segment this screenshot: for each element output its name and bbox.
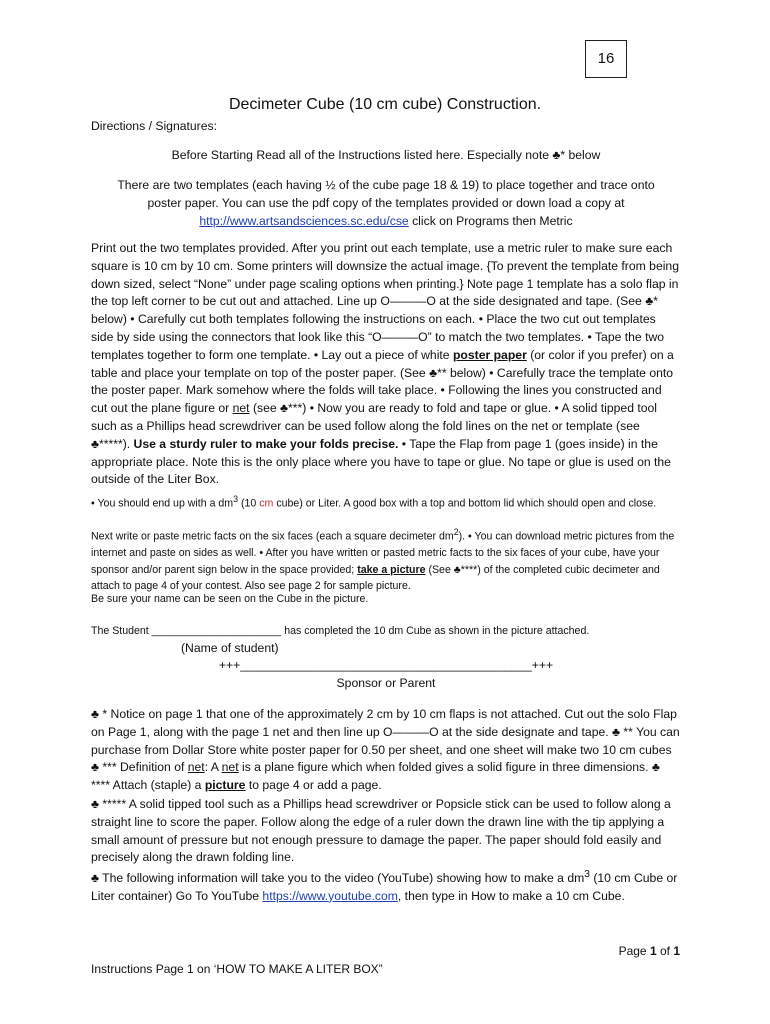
before-starting-note: Before Starting Read all of the Instructions listed here. Especially note ♣* below <box>171 148 601 162</box>
cube-result-note <box>91 491 681 512</box>
footnote-1-text-d: to page 4 or add a page. <box>245 778 382 793</box>
page-of-total: 1 <box>673 944 680 958</box>
footnote-3-text-b: (10 cm Cube or Liter container) Go To YouTube <box>91 871 678 903</box>
cube-result-text-c: cube) or Liter. A good box with a top and bottom lid which should open and close. <box>273 497 657 510</box>
templates-line-1: There are two templates (each having ½ of the cube page 18 & 19) to place together and trace onto <box>117 178 655 192</box>
picture-term: picture <box>204 778 246 793</box>
page-number-box: 16 <box>585 40 627 78</box>
templates-line-2: poster paper. You can use the pdf copy of the templates provided or down load a copy at <box>147 195 625 210</box>
net-term-2: net <box>221 760 239 775</box>
poster-paper-term: poster paper <box>452 347 527 362</box>
page-of-num: 1 <box>649 944 657 958</box>
cube-result-text-a: • You should end up with a dm <box>91 497 234 510</box>
metric-facts-text-c: (See ♣****) of the completed cubic decimeter and attach to page 4 of your contest. Also see page 2 for sample picture. <box>91 563 660 593</box>
footnote-1-text-b: : A <box>204 760 222 775</box>
name-of-student-label: (Name of student) <box>181 641 279 655</box>
main-text-3: (see ♣***) • Now you are ready to fold and tape or glue. • A solid tipped tool such as a Phillips head screwdriver can be used follow along the fold lines on the net or template (see ♣*****). <box>91 401 658 451</box>
directions-label: Directions / Signatures: <box>91 119 217 133</box>
footnote-1 <box>91 706 681 795</box>
take-picture-term: take a picture <box>357 563 426 576</box>
footnote-3-text-c: , then type in How to make a 10 cm Cube. <box>397 888 625 903</box>
main-instructions <box>91 240 681 489</box>
metric-facts-note <box>91 524 681 595</box>
net-term-1: net <box>187 760 205 775</box>
page-of-pre: Page <box>618 944 650 958</box>
templates-line-3 <box>91 213 681 231</box>
document-title: Decimeter Cube (10 cm cube) Construction. <box>228 96 542 113</box>
sponsor-label: Sponsor or Parent <box>336 676 436 690</box>
templates-after-link: click on Programs then Metric <box>408 213 573 228</box>
net-term: net <box>232 401 250 416</box>
footnote-2: ♣ ***** A solid tipped tool such as a Phillips head screwdriver or Popsicle stick can be used to follow along a straight line to score the paper. Follow along the edge of a ruler down the drawn line with the tip applying a small amount of pressure but not enough pressure to damage the paper. The paper should fold easily and precisely along the drawn folding line. <box>91 797 671 865</box>
name-visible-note: Be sure your name can be seen on the Cube in the picture. <box>91 593 369 605</box>
sponsor-signature-line: +++___________________________________________+++ <box>218 658 554 672</box>
page-of-indicator <box>619 944 680 958</box>
main-text-2: (or color if you prefer) on a table and place your template on top of the poster paper. (See ♣** below) • Carefully trace the template onto the poster paper. Mark somehow where the folds will take place. • Following the lines you constructed and cut out the plane figure or <box>91 347 674 416</box>
cube-result-text-b: (10 <box>238 497 260 510</box>
youtube-link[interactable]: https://www.youtube.com <box>262 888 398 903</box>
metric-facts-sup: 2 <box>453 527 459 537</box>
page-of-mid: of <box>656 944 674 958</box>
footnote-3-text-a: ♣ The following information will take you to the video (YouTube) showing how to make a dm <box>91 871 585 886</box>
main-text-4: • Tape the Flap from page 1 (goes inside) in the appropriate place. Note this is the only place where you have to tape or glue. No tape or glue is used on the outside of the Liter Box. <box>91 436 671 487</box>
student-signature-line: The Student ______________________ has completed the 10 dm Cube as shown in the picture attached. <box>91 625 590 637</box>
cube-result-sup: 3 <box>233 494 239 504</box>
metric-facts-text-b: ). • You can download metric pictures from the internet and paste on sides as well. • After you have written or pasted metric facts to the six faces of your cube, have your sponsor and/or parent sign below in the space provided; <box>91 530 675 576</box>
footnote-1-text-a: ♣ * Notice on page 1 that one of the approximately 2 cm by 10 cm flaps is not attached. Cut out the solo Flap on Page 1, along with the page 1 net and then line up O———O at the side designate and tape. ♣ ** You can purchase from Dollar Store white poster paper for 0.50 per sheet, and one sheet will make two 10 cm cubes ♣ *** Definition of <box>91 707 680 775</box>
ruler-emphasis: Use a sturdy ruler to make your folds precise. <box>133 436 399 451</box>
cm-red-text: cm <box>259 497 274 510</box>
footnote-3 <box>91 866 681 906</box>
footnote-1-text-c: is a plane figure which when folded gives a solid figure in three dimensions. ♣ **** Attach (staple) a <box>91 760 660 793</box>
footnote-3-sup: 3 <box>584 869 590 880</box>
cse-link[interactable]: http://www.artsandsciences.sc.edu/cse <box>199 213 409 228</box>
templates-paragraph <box>91 177 681 230</box>
metric-facts-text-a: Next write or paste metric facts on the six faces (each a square decimeter dm <box>91 530 454 543</box>
main-text-1: Print out the two templates provided. After you print out each template, use a metric ruler to make sure each square is 10 cm by 10 cm. Some printers will downsize the actual image. {To prevent the template from being down sized, select “None” under page scaling options when printing.} Note page 1 template has a solo flap in the top left corner to be cut out and attached. Line up O———O at the side designated and tape. (See ♣* below) • Carefully cut both templates following the instructions on each. • Place the two cut out templates side by side using the connectors that look like this “O———O” to match the two templates. • Tape the two templates together to form one template. • Lay out a piece of white <box>91 241 679 362</box>
footer-text: Instructions Page 1 on ‘HOW TO MAKE A LITER BOX” <box>91 962 383 976</box>
